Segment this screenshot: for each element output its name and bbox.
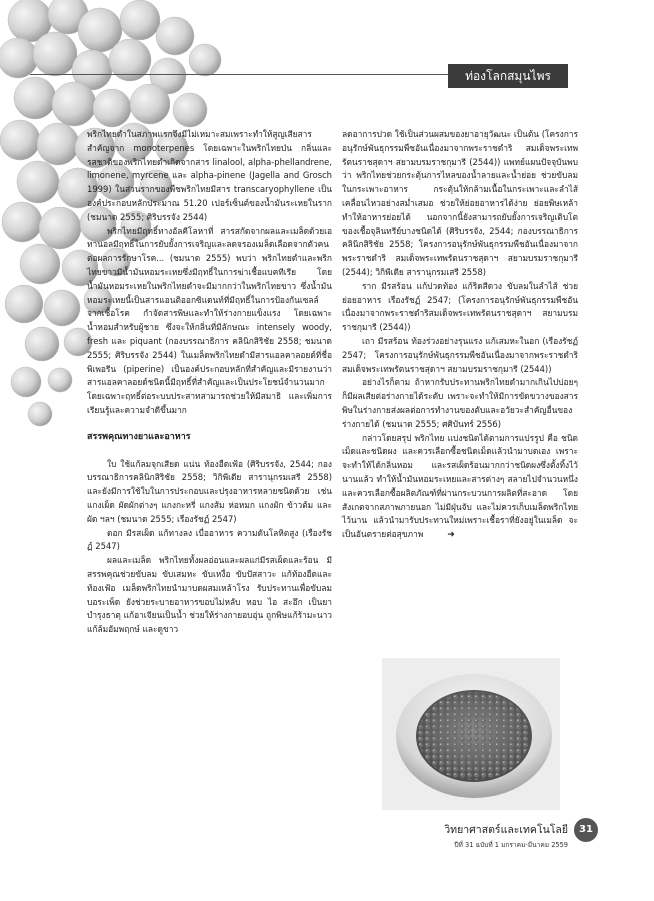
header-rule <box>30 74 506 75</box>
paragraph: ใบ ใช้แก้ลมจุกเสียด แน่น ท้องอืดเฟ้อ (ศิริบรรจัง, 2544; กองบรรณาธิการคลินิกสิริชัย 2558; วิกิพีเดีย สารานุกรมเสรี 2558) และยังมีการใช้ใบในการประกอบและปรุงอาหารหลายชนิดด้วย เช่น แกงเผ็ด ผัดผักต่างๆ แกงกะหรี่ แกงส้ม ห่อหมก แกงผัก ข้าวต้ม และผัด ฯลฯ (ชมนาด 2555; เรืองรัชฏ์ 2547) <box>87 458 332 524</box>
paragraph: พริกไทยดำในสภาพแรกจึงมีไม่เหมาะสมเพราะทำให้สูญเสียสารสำคัญจาก monoterpenes โดยเฉพาะในพริกไทยป่น กลิ่นและรสชาติของพริกไทยดำเกิดจากสาร linalool, alpha-phellandrene, limonene, myrcene และ alpha-pinene (Jagella and Grosch 1999) ในส่วนรากของพืชพริกไทยมีสาร transcaryophyllene เป็นองค์ประกอบหลักประมาณ 51.20 เปอร์เซ็นต์ของน้ำมันระเหยในราก (ชมนาด 2555; ศิริบรรจัง 2544) <box>87 129 332 222</box>
page-footer <box>440 818 620 858</box>
paragraph: ดอก มีรสเผ็ด แก้ทางลง เบื่ออาหาร ความดันโลหิตสูง (เรืองรัชฏ์ 2547) <box>87 527 332 552</box>
paragraph: พริกไทยมีฤทธิ์ทางอัลคีโลหาที่ สารสกัดจากผลและเมล็ดด้วยเอทานอลมีฤทธิ์ในการยับยั้งการเจริญและลดจรองเมล็ดเลือดจากตัวคนต่อผลการรักษาโรค... (ชมนาด 2555) พบว่า พริกไทยดำและพริกไทยขาวมีน้ำมันหอมระเหยซึ่งมีฤทธิ์ในการฆ่าเชื้อแบคทีเรีย โดยน้ำมันหอมระเหยในพริกไทยดำจะมีมากกว่าในพริกไทยขาว ซึ่งน้ำมันหอมระเหยนี้เป็นสารแอนติออกซิแดนท์ที่มีฤทธิ์ในการป้องกันเซลล์จากเชื้อโรค กำจัดสารพิษและทำให้ร่างกายแข็งแรง โดยเฉพาะน้ำหอมสำหรับผู้ชาย ซึ่งจะให้กลิ่นที่มีลักษณะ intensely woody, fresh และ piquant (กองบรรณาธิการ คลินิกสิริชัย 2558; ชมนาด 2555; ศิริบรรจัง 2544) ในเมล็ดพริกไทยดำมีสารแอลคาลอยด์ที่ชื่อพิเพอรีน (piperine) เป็นองค์ประกอบหลักที่สำคัญและมีรายงานว่าสารแอลคาลอยด์ชนิดนี้มีฤทธิ์ที่สำคัญและเป็นประโยชน์จำนวนมาก โดยเฉพาะฤทธิ์ต่อระบบประสาทสามารถช่วยให้มีสมาธิ และเพิ่มการเรียนรู้และความจำดีขึ้นมาก <box>87 225 332 415</box>
section-title: ท่องโลกสมุนไพร <box>448 64 568 88</box>
section-heading: สรรพคุณทางยาและอาหาร <box>87 431 191 442</box>
issue-info: ปีที่ 31 ฉบับที่ 1 มกราคม-มีนาคม 2559 <box>454 841 568 849</box>
paragraph: เถา มีรสร้อน ท้องร่วงอย่างรุนแรง แก้เสมหะในอก (เรืองรัชฏ์ 2547; โครงการอนุรักษ์พันธุกรรมพืชอันเนื่องมาจากพระราชดำริสมเด็จพระเทพรัตนราชสุดาฯ สยามบรมราชกุมารี (2544)) <box>342 335 578 374</box>
peppercorn-bowl-photo <box>382 658 560 810</box>
paragraph-text: กล่าวโดยสรุป พริกไทย แบ่งชนิดได้ตามการแปรรูป คือ ชนิดเม็ดและชนิดผง และควรเลือกซื้อชนิดเม็ดแล้วนำมาบดเอง เพราะจะทำให้ได้กลิ่นหอม และรสเผ็ดร้อนมากกว่าชนิดผงซึ่งตั้งทิ้งไว้นานแล้ว ทำให้น้ำมันหอมระเหยและสารต่างๆ สลายไปจำนวนหนึ่ง และควรเลือกซื้อผลิตภัณฑ์ที่ผ่านกระบวนการผลิตที่สะอาด โดยสังเกตจากสภาพภายนอก ไม่มีฝุ่นจับ และไม่ควรเก็บเมล็ดพริกไทยไว้นาน แล้วนำมารับประทานใหม่เพราะเชื้อราที่ยังอยู่ในเมล็ด จะเป็นอันตรายต่อสุขภาพ <box>342 432 578 540</box>
paragraph: ผลและเมล็ด พริกไทยทั้งผลอ่อนและผลแก่มีรสเผ็ดและร้อน มีสรรพคุณช่วยขับลม ขับเสมหะ ขับเหงื่อ ขับปัสสาวะ แก้ท้องอืดและท้องเฟ้อ เมล็ดพริกไทยนำมาบดผสมเหล้าโรง รับประทานเพื่อขับลม บอระเพ็ด ยังช่วยระบายอาหารขอบไม่หลับ หอบ ไอ สะอึก เป็นยาบำรุงธาตุ แก้อาเจียนเป็นน้ำ ช่วยให้ร่างกายอบอุ่น ถูกพิษแก้ร้ามะนาว แก้ล้มอัมพฤกษ์ และดูขาว <box>87 555 332 635</box>
right-column <box>342 128 578 543</box>
paragraph: ลดอาการปวด ใช้เป็นส่วนผสมของยาอายุวัฒนะ เป็นต้น (โครงการอนุรักษ์พันธุกรรมพืชอันเนื่องมาจากพระราชดำริ สมเด็จพระเทพรัตนราชสุดาฯ สยามบรมราชกุมารี (2544)) แพทย์แผนปัจจุบันพบว่า พริกไทยช่วยกระตุ้นการไหลของน้ำลายและน้ำย่อย ช่วยขับลมในกระเพาะอาหาร กระตุ้นให้กล้ามเนื้อในกระเพาะและลำไส้เคลื่อนไหวอย่างสม่ำเสมอ ช่วยให้ย่อยอาหารได้ง่าย ย่อยพิษเหล้าทำให้อาหารย่อยได้ นอกจากนี้ยังสามารถยับยั้งการเจริญเติบโตของเชื้อจุลินทรีย์บางชนิดได้ (ศิริบรรจัง, 2544; กองบรรณาธิการ คลินิกสิริชัย 2558; โครงการอนุรักษ์พันธุกรรมพืชอันเนื่องมาจากพระราชดำริ สมเด็จพระเทพรัตนราชสุดาฯ สยามบรมราชกุมารี (2544); วิกิพีเดีย สารานุกรมเสรี 2558) <box>342 129 578 277</box>
paragraph-closing <box>342 432 578 543</box>
left-column <box>87 128 332 637</box>
paragraph: อย่างไรก็ตาม ถ้าหากรับประทานพริกไทยดำมากเกินไปบ่อยๆ ก็มีผลเสียต่อร่างกายได้ระดับ เพราะจะทำให้มีการขัดขวางของสารพิษในร่างกายส่งผลต่อการทำงานของตับและอวัยวะสำคัญอื่นของร่างกายได้ (ชมนาด 2555; ศศิบันทร์ 2556) <box>342 377 578 429</box>
page-number: 31 <box>574 818 598 842</box>
journal-title: วิทยาศาสตร์และเทคโนโลยี <box>444 824 568 836</box>
peppercorn-bowl-image <box>382 658 560 810</box>
paragraph: ราก มีรสร้อน แก้ปวดท้อง แก้ริดสีดวง ขับลมในลำไส้ ช่วยย่อยอาหาร เรืองรัชฏ์ 2547; (โครงการอนุรักษ์พันธุกรรมพืชอันเนื่องมาจากพระราชดำริสมเด็จพระเทพรัตนราชสุดาฯ สยามบรมราชกุมารี (2544)) <box>342 280 578 333</box>
end-arrow-icon: ➜ <box>447 530 455 541</box>
